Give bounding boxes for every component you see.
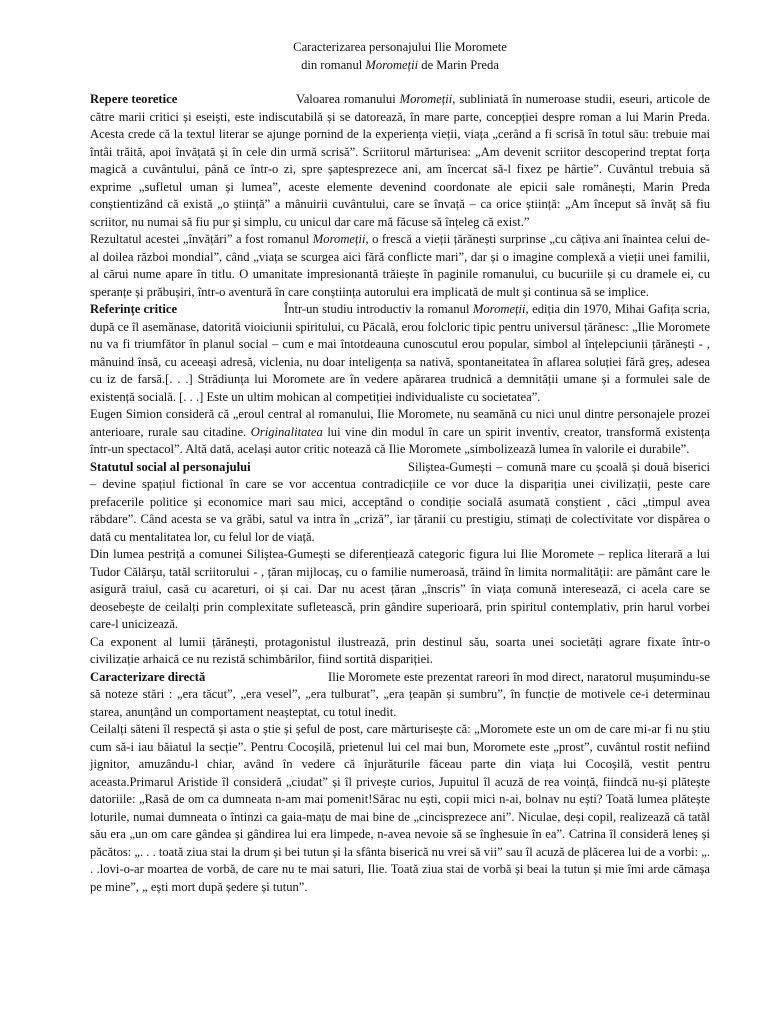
repere-p2-text-b: , o frescă a vieții țărănești surprinse „cu câțiva ani înaintea celui de-al doilea război mondial”, când „viața se scurgea aici fără conflicte mari”, dar și o imagine complexă a vieții unei familii, al cărui nume apare în titlu. O umanitate impresionantă trăiește în paginile romanului, cu bucuriile și cu dramele ei, cu speranțe și prăbușiri, într-o aventură în care conștiința autorului era implicată de mult și continua să se implice. [90, 232, 710, 299]
referinte-p2-originalitatea: Originalitatea [250, 424, 323, 439]
section-directa-p1 [90, 669, 710, 722]
heading-referinte-critice: Referințe critice [90, 302, 178, 316]
section-repere-p1 [90, 91, 710, 231]
document-title-line1: Caracterizarea personajului Ilie Moromete [293, 40, 507, 54]
referinte-p2-text-a: Eugen Simion consideră că „eroul central al romanului, Ilie Moromete, nu seamănă cu nici unul dintre personajele prozei anterioare, rurale sau citadine. [90, 407, 710, 439]
section-repere-p2 [90, 231, 710, 301]
document-title-line2 [90, 56, 710, 74]
referinte-p2-text-b: lui vine din modul în care un spirit inventiv, creator, transformă existența într-un spectacol”. Altă dată, același autor critic notează că Ilie Moromete „simbolizează lumea în valorile ei durabile”. [90, 424, 710, 456]
repere-p2-novel: Moromeții [312, 232, 366, 246]
title-line2-post: de Marin Preda [418, 58, 499, 72]
referinte-p1-text-a: Într-un studiu introductiv la romanul [284, 302, 473, 316]
statut-p1-text: Siliștea-Gumești – comună mare cu școală și două biserici – devine spațiul fictional în care se vor accentua contradicțiile ce vor duce la dispariția unei civilizații, peste care prefacerile politice și economice mari sau mici, acceptând o condiție socială asumată conștient , căci „timpul avea răbdare”. Când acesta se va grăbi, satul va intra în „criză”, iar țăranii cu prestigiu, stimați de colectivitate vor dispărea o dată cu mentalitatea lor, cu felul lor de viață. [90, 459, 710, 544]
title-novel-name: Moromeții [365, 58, 419, 72]
referinte-p1-novel: Moromeții [472, 302, 526, 316]
repere-p1-novel: Moromeții [399, 92, 453, 106]
section-statut-p1 [90, 459, 710, 547]
section-referinte-p1 [90, 301, 710, 406]
heading-repere-teoretice: Repere teoretice [90, 92, 178, 106]
heading-statutul-social: Statutul social al personajului [90, 459, 251, 474]
directa-p1-text: Ilie Moromete este prezentat rareori în mod direct, naratorul mușumindu-se să noteze stări : „era tăcut”, „era vesel”, „era tulburat”, „era țeapăn și sumbru”, în funcție de motivele ce-i determinau starea, anunțând un comportament neașteptat, cu totul inedit. [90, 669, 710, 719]
section-referinte-p2 [90, 406, 710, 459]
repere-p1-text-a: Valoarea romanului [296, 92, 400, 106]
section-statut-p2: Din lumea pestriță a comunei Siliștea-Gumești se diferențiează categoric figura lui Ilie Moromete – replica literară a lui Tudor Călărșu, tatăl scriitorului - , țăran mijlocaș, cu o familie numeroasă, trăind în limita normalității: are pământ care le asigură traiul, casă cu acareturi, oi și cai. Dar nu acest țăran „înscris” în viața comună interesează, ci acela care se deosebește de ceilalți prin complexitate sufletească, prin gândire superioară, prin spiritul contemplativ, prin harul vorbei care-l unicizează. [90, 547, 710, 631]
referinte-p1-text-b: , ediția din 1970, Mihai Gafița scria, după ce îl asemănase, datorită vioiciunii spiritului, cu Păcală, erou folcloric tipic pentru universul țărănesc: „Ilie Moromete nu va fi triumfător în planul social – cum e mai întotdeauna cunoscutul erou popular, simbol al înțelepciunii țărănești - , mânuind însă, cu aceeași adresă, viclenia, nu doar inteligența sa nativă, spontaneitatea în aflarea soluției fără greș, adesea cu iz de farsă.[. . .] Strădiunța lui Moromete are în vedere apărarea trudnică a demnității umane și a formulei sale de existență socială. [. . .] Este un ultim mohican al competiției individualiste cu societatea”. [90, 302, 710, 404]
heading-caracterizare-directa: Caracterizare directă [90, 669, 206, 684]
title-line2-pre: din romanul [301, 58, 366, 72]
section-directa-p2: Ceilalți săteni îl respectă și asta o știe și șeful de post, care mărturisește că: „Moromete este un om de care mi-ar fi nu știu cum să-i iau băiatul la secție”. Pentru Cocoșilă, prietenul lui cel mai bun, Moromete este „prost”, cuvântul rostit nefiind jignitor, amuzându-l chiar, având în vedere că înjurăturile făceau parte din viața lui Cocoșilă, vestit pentru aceasta.Primarul Aristide îl consideră „ciudat” și îl privește curios, Jupuitul îl acuză de rea voință, fiindcă nu-și plătește datoriile: „Rasă de om ca dumneata n-am mai pomenit!Sărac nu ești, copii mici n-ai, bolnav nu ești? Toată lumea plătește loturile, numai dumneata o întinzi ca gaia-mațu de mai bine de „cincisprezece ani”. Niculae, deși copil, realizează că tatăl său era „un om care gândea și gândirea lui era limpede, n-avea nevoie să se înghesuie în ea”. Catrina îl consideră leneș și păcătos: „. . . toată ziua stai la drum și bei tutun și la sfânta biserică nu vrei să vii” sau îl acuză de plăcerea lui de a vorbi: „. . .lovi-o-ar moartea de vorbă, de care nu te mai saturi, Ilie. Toată ziua stai de vorbă și beai la tutun și mie îmi arde cămașa pe mine”, „ ești mort după ședere și tutun”. [90, 722, 711, 894]
repere-p2-text-a: Rezultatul acestei „învățări” a fost romanul [90, 232, 313, 246]
section-statut-p3: Ca exponent al lumii țărănești, protagonistul ilustrează, prin destinul său, soarta unei societăți agrare fixate într-o civilizație arhaică ce nu rezistă schimbărilor, fiind sortită dispariției. [90, 634, 710, 666]
repere-p1-text-b: , subliniată în numeroase studii, eseuri, articole de către marii critici și eseiști, este indiscutabilă și se datorează, în mare parte, concepției despre roman a lui Marin Preda. Acesta crede că la textul literar se ajunge pornind de la experiența vieții, viața „cerând a fi scrisă în totul său: trebuie mai întâi trăită, apoi învățată și în cele din urmă scrisă”. Scriitorul mărturisea: „Am devenit scriitor descoperind treptat forța magică a cuvântului, până ce într-o zi, spre șaptesprezece ani, am încercat să-l fixez pe hârtie”. Cuvântul trebuia să exprime „sufletul uman și lumea”, aceste elemente devenind coordonate ale epicii sale românești, Marin Preda conștientizând că există „o știință” a mânuirii cuvântului, care se învață – ca orice știință: „Am început să învăț să fiu scriitor, nu numai să fiu pur și simplu, cu unicul dar care mă făcuse să înțeleg că exist.” [90, 92, 710, 229]
